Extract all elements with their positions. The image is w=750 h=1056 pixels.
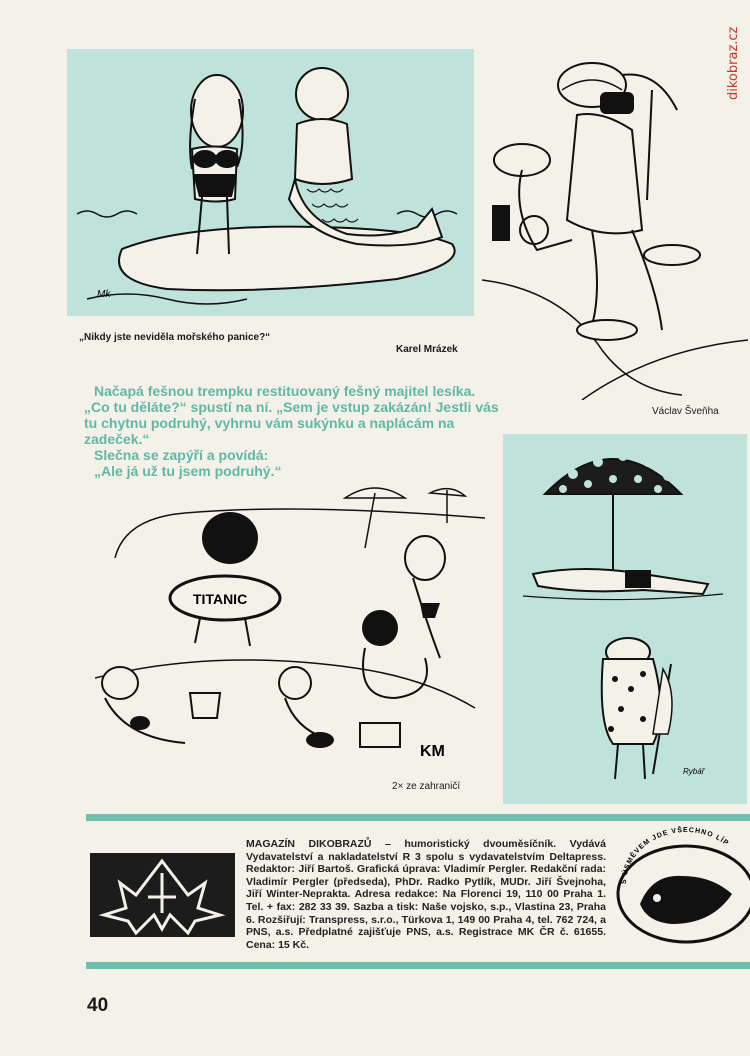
lifebuoy-text: TITANIC bbox=[193, 591, 248, 607]
cartoon-umbrella-panel bbox=[503, 434, 747, 804]
cartoon-beach-illustration bbox=[95, 478, 495, 768]
dikobraz-logo-icon bbox=[90, 853, 235, 937]
mermaid-signature: Mk bbox=[97, 289, 111, 300]
beach-signature: KM bbox=[420, 743, 445, 760]
imprint bbox=[246, 838, 606, 951]
imprint-title: MAGAZÍN DIKOBRAZŮ bbox=[246, 838, 372, 850]
joke-paragraph-2: Slečna se zapýří a povídá: bbox=[94, 447, 269, 463]
umbrella-signature: Rybář bbox=[683, 767, 705, 776]
slogan-badge bbox=[612, 814, 750, 944]
page-number: 40 bbox=[87, 995, 109, 1016]
cartoon-umbrella-illustration bbox=[503, 434, 747, 804]
beach-caption: 2× ze zahraničí bbox=[392, 781, 461, 792]
joke-paragraph-1: Načapá fešnou trempku restituovaný fešný majitel lesíka. „Co tu děláte?“ spustí na ní. „Sem je vstup zakázán! Jestli vás tu chytnu podruhý, vyhrnu vám sukýnku a naplácám na zadeček.“ bbox=[84, 383, 499, 447]
imprint-text: – humoristický dvouměsíčník. Vydává Vydavatelství a nakladatelství R 3 spolu s vydavatelstvím Deltapress. Redaktor: Jiří Bartoš. Grafická úprava: Vladimír Pergler. Redakční rada: Vladimír Pergler (předseda), PhDr. Radko Pytlík, MUDr. Jiří Švejnoha, Jiří Winter-Neprakta. Adresa redakce: Na Florenci 19, 110 00 Praha 1. Tel. + fax: 282 33 39. Sazba a tisk: Naše vojsko, s.p., Vlastina 23, Praha 6. Rozšiřují: Transpress, s.r.o., Türkova 1, 149 00 Praha 4, tel. 762 724, a PNS, a.s. Předplatné zajišťuje PNS, a.s. Registrace MK ČR č. 61655. Cena: 15 Kč. bbox=[246, 838, 606, 951]
bottom-divider-stripe bbox=[86, 962, 750, 969]
mermaid-author: Karel Mrázek bbox=[396, 344, 458, 355]
cartoon-hikers-illustration bbox=[482, 50, 748, 400]
joke-paragraph-3: „Ale já už tu jsem podruhý.“ bbox=[94, 463, 282, 479]
cartoon-beach bbox=[95, 478, 495, 768]
cartoon-hikers bbox=[482, 50, 748, 400]
dikobraz-logo bbox=[90, 853, 235, 937]
hikers-author: Václav Šveňha bbox=[652, 406, 719, 417]
cartoon-mermaid-panel bbox=[67, 49, 474, 316]
badge-slogan: S ÚSMĚVEM JDE VŠECHNO LÍP bbox=[620, 826, 731, 885]
slogan-badge-icon bbox=[612, 814, 750, 944]
cartoon-mermaid-illustration bbox=[67, 49, 474, 316]
mermaid-caption: „Nikdy jste neviděla mořského panice?“ bbox=[79, 332, 271, 343]
watermark: dikobraz.cz bbox=[726, 26, 741, 100]
joke-text bbox=[84, 383, 504, 479]
